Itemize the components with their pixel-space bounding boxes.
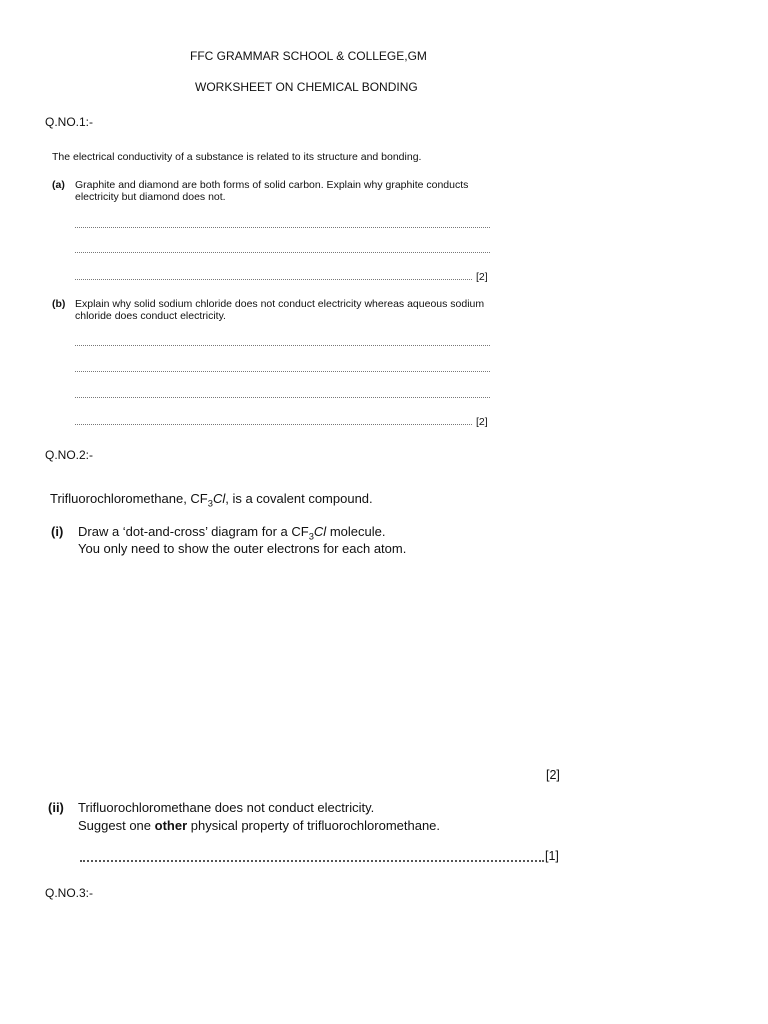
q2-stem-text-end: , is a covalent compound. [225,491,373,506]
q1-stem: The electrical conductivity of a substance is related to its structure and bonding. [52,151,422,163]
q2-heading: Q.NO.2:- [45,448,94,462]
q1b-line1: Explain why solid sodium chloride does not conduct electricity whereas aqueous sodium [75,298,485,310]
q1b-answer-line-1[interactable] [75,345,490,346]
q2i-drawing-area[interactable] [78,565,558,760]
worksheet-title: WORKSHEET ON CHEMICAL BONDING [195,80,418,94]
q1a-answer-line-1[interactable] [75,227,490,228]
q2i-marks: [2] [546,768,560,782]
q1b-answer-line-3[interactable] [75,397,490,398]
q2i-line1-subscript: 3 [308,531,314,542]
q2i-line2: You only need to show the outer electrons for each atom. [78,541,407,556]
q2-stem-subscript: 3 [207,498,213,509]
q1b-answer-line-2[interactable] [75,371,490,372]
q2i-line1-text-end: molecule. [326,524,386,539]
q2ii-line1: Trifluorochloromethane does not conduct electricity. [78,800,375,815]
q1b-line2: chloride does conduct electricity. [75,310,226,322]
q2i-label: (i) [51,524,64,539]
q1a-line1: Graphite and diamond are both forms of solid carbon. Explain why graphite conducts [75,179,469,191]
q2ii-line2-bold: other [154,818,188,833]
q2i-line1-chlorine: Cl [313,524,327,539]
q2-stem-text: Trifluorochloromethane, CF [50,491,208,506]
q2ii-line2-text-end: physical property of trifluorochloromethane. [187,818,441,833]
q2ii-line2-text: Suggest one [78,818,155,833]
q2-stem-chlorine: Cl [212,491,226,506]
q1b-answer-line-4[interactable] [75,424,472,425]
q1a-marks: [2] [476,271,488,283]
q2ii-label: (ii) [48,800,64,815]
q1-heading: Q.NO.1:- [45,115,94,129]
q2i-line1-text: Draw a ‘dot-and-cross’ diagram for a CF [78,524,309,539]
q2ii-answer-line[interactable] [80,860,544,862]
q1b-marks: [2] [476,416,488,428]
q3-heading: Q.NO.3:- [45,886,94,900]
q1a-line2: electricity but diamond does not. [75,191,226,203]
q2ii-marks: [1] [545,849,559,863]
q2-stem [50,491,373,509]
q1a-label: (a) [52,179,65,191]
q1b-label: (b) [52,298,66,310]
school-name: FFC GRAMMAR SCHOOL & COLLEGE,GM [190,49,427,63]
q1a-answer-line-3[interactable] [75,279,472,280]
q2i-line1 [78,524,386,542]
q1a-answer-line-2[interactable] [75,252,490,253]
q2ii-line2 [78,818,440,833]
